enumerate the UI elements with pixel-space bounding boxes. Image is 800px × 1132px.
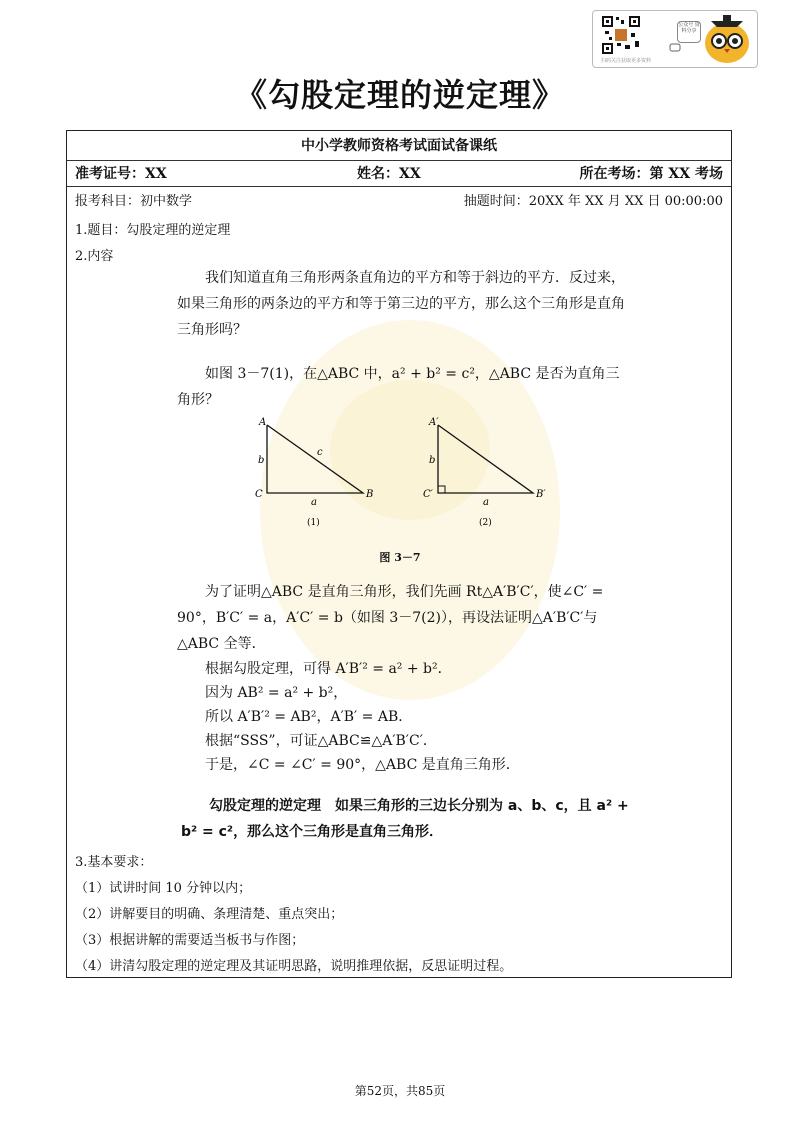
- side-a-prime: a: [483, 497, 489, 508]
- side-b-prime: b: [429, 455, 436, 466]
- page-number: 第52页，共85页: [354, 1084, 446, 1098]
- chat-icon: [669, 43, 681, 53]
- subject: 报考科目：初中数学: [75, 194, 193, 209]
- proof-line: 因为 AB² = a² + b²，: [205, 685, 348, 701]
- proof-line: 于是，∠C = ∠C′ = 90°，△ABC 是直角三角形．: [205, 757, 520, 773]
- lesson-plan-form: [66, 130, 732, 978]
- requirement-item: （3）根据讲解的需要适当板书与作图；: [75, 933, 305, 948]
- question-paragraph: 如图 3－7(1)，在△ABC 中，a² + b² = c²，△ABC 是否为直角三角形？: [177, 366, 620, 408]
- document-title: 《勾股定理的逆定理》: [234, 76, 565, 114]
- triangle-2: [423, 417, 546, 528]
- vertex-A-prime: A′: [429, 417, 439, 428]
- vertex-C-prime: C′: [423, 489, 433, 500]
- candidate-name: 姓名：XX: [357, 166, 421, 182]
- requirement-item: （1）试讲时间 10 分钟以内；: [75, 881, 252, 896]
- vertex-C: C: [255, 489, 263, 500]
- triangle-figure: [253, 413, 593, 563]
- intro-paragraph: 我们知道直角三角形两条直角边的平方和等于斜边的平方．反过来，如果三角形的两条边的平方和等于第三边的平方，那么这个三角形是直角三角形吗？: [177, 270, 625, 338]
- exam-room: 所在考场：第 XX 考场: [579, 166, 723, 182]
- exam-number: 准考证号：XX: [75, 166, 167, 182]
- form-title: 中小学教师资格考试面试备课纸: [67, 131, 731, 161]
- side-a: a: [311, 497, 317, 508]
- fig2-label: (2): [479, 518, 492, 528]
- fig1-label: (1): [307, 518, 320, 528]
- qr-caption: 扫码关注获取更多资料: [601, 58, 652, 64]
- content-heading: 2.内容: [75, 249, 114, 264]
- triangle-1: [255, 417, 373, 528]
- draw-time: 抽题时间：20XX 年 XX 月 XX 日 00:00:00: [463, 194, 723, 209]
- vertex-A: A: [259, 417, 267, 428]
- topic-line: 1.题目：勾股定理的逆定理: [75, 223, 231, 238]
- requirement-item: （2）讲解要目的明确、条理清楚、重点突出；: [75, 907, 344, 922]
- subject-row: [67, 189, 731, 215]
- proof-intro: 为了证明△ABC 是直角三角形，我们先画 Rt△A′B′C′，使∠C′ = 90°，B′C′ = a，A′C′ = b（如图 3－7(2)），再设法证明△A′B′C′与△ABC 全等．: [177, 584, 604, 652]
- mascot-icon: [697, 13, 755, 65]
- requirement-item: （4）讲清勾股定理的逆定理及其证明思路，说明推理依据，反思证明过程。: [75, 959, 513, 974]
- requirements-heading: 3.基本要求：: [75, 855, 153, 870]
- proof-steps: [177, 657, 637, 777]
- figure-caption: 图 3－7: [379, 551, 421, 564]
- theorem-statement: 勾股定理的逆定理 如果三角形的三边长分别为 a、b、c，且 a² + b² = c²，那么这个三角形是直角三角形．: [181, 798, 629, 840]
- proof-line: 所以 A′B′² = AB²，A′B′ = AB．: [205, 709, 413, 725]
- proof-line: 根据勾股定理，可得 A′B′² = a² + b²．: [205, 661, 452, 677]
- proof-line: 根据“SSS”，可证△ABC≌△A′B′C′．: [205, 733, 437, 749]
- speech-bubble: 公众号 资料分享: [677, 21, 701, 43]
- side-c: c: [317, 447, 323, 458]
- vertex-B-prime: B′: [536, 489, 546, 500]
- qr-code-icon: [601, 15, 641, 55]
- qr-promo-card: [592, 10, 758, 68]
- side-b: b: [258, 455, 265, 466]
- vertex-B: B: [366, 489, 374, 500]
- candidate-info-row: [67, 161, 731, 187]
